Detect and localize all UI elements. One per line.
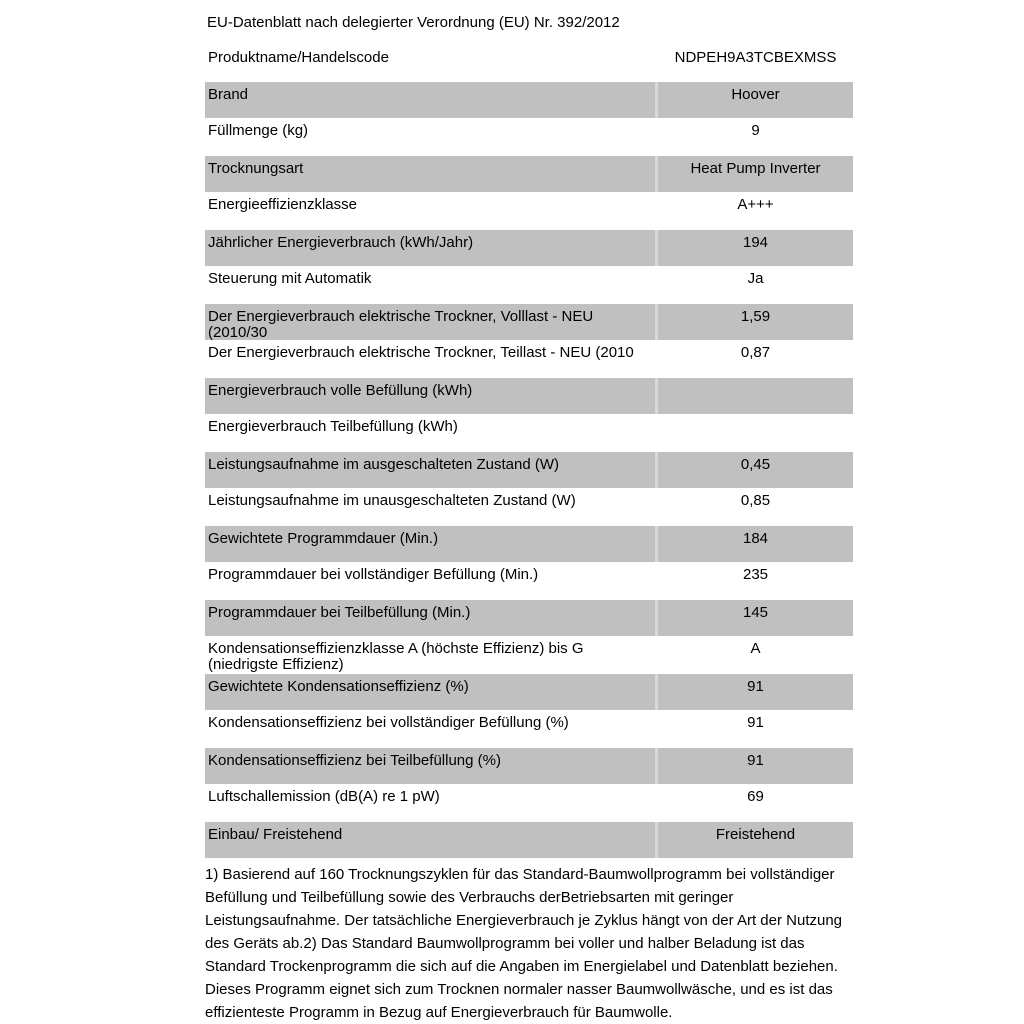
- row-value: A: [750, 640, 761, 657]
- product-name-row: [205, 45, 853, 66]
- table-row: [205, 822, 853, 858]
- row-value: 69: [747, 788, 764, 805]
- table-row: [205, 526, 853, 562]
- row-value: 235: [742, 566, 769, 583]
- row-label: Luftschallemission (dB(A) re 1 pW): [208, 788, 440, 805]
- row-value: Freistehend: [658, 822, 853, 858]
- row-value: 0,85: [740, 492, 771, 509]
- row-label: Der Energieverbrauch elektrische Trockner, Volllast - NEU (2010/30: [205, 304, 655, 340]
- row-label: Leistungsaufnahme im ausgeschalteten Zustand (W): [205, 452, 655, 488]
- row-value: 91: [658, 674, 853, 710]
- table-row: [205, 636, 853, 674]
- row-label: Energieeffizienzklasse: [208, 196, 357, 213]
- row-label: Programmdauer bei Teilbefüllung (Min.): [205, 600, 655, 636]
- row-label: Gewichtete Programmdauer (Min.): [205, 526, 655, 562]
- row-value: Ja: [747, 270, 764, 287]
- row-label: Brand: [205, 82, 655, 118]
- table-row: [205, 600, 853, 636]
- product-name-label: Produktname/Handelscode: [208, 49, 389, 66]
- row-value: A+++: [737, 196, 774, 213]
- table-row: [205, 748, 853, 784]
- row-label: Energieverbrauch volle Befüllung (kWh): [205, 378, 655, 414]
- row-value: 0,45: [658, 452, 853, 488]
- table-row: [205, 488, 853, 526]
- table-row: [205, 452, 853, 488]
- row-label: Leistungsaufnahme im unausgeschalteten Zustand (W): [208, 492, 576, 509]
- row-value: Hoover: [658, 82, 853, 118]
- table-row: [205, 82, 853, 118]
- eu-datasheet: [205, 0, 865, 1024]
- row-label: Der Energieverbrauch elektrische Trockner, Teillast - NEU (2010: [208, 344, 634, 361]
- table-row: [205, 118, 853, 156]
- row-value: Heat Pump Inverter: [658, 156, 853, 192]
- row-label: Trocknungsart: [205, 156, 655, 192]
- footnote-line: Befüllung und Teilbefüllung sowie des Verbrauchs derBetriebsarten mit geringer: [205, 889, 734, 906]
- row-label: Jährlicher Energieverbrauch (kWh/Jahr): [205, 230, 655, 266]
- row-label: Einbau/ Freistehend: [205, 822, 655, 858]
- product-name-value: NDPEH9A3TCBEXMSS: [674, 49, 837, 66]
- row-value: 184: [658, 526, 853, 562]
- footnote: [205, 863, 865, 1024]
- table-row: [205, 414, 853, 452]
- row-value: 91: [747, 714, 764, 731]
- footnote-line: des Geräts ab.2) Das Standard Baumwollprogramm bei voller und halber Beladung ist das: [205, 935, 805, 952]
- row-value: [658, 414, 853, 452]
- table-row: [205, 784, 853, 822]
- row-value: 91: [658, 748, 853, 784]
- table-row: [205, 378, 853, 414]
- table-row: [205, 192, 853, 230]
- row-label: Energieverbrauch Teilbefüllung (kWh): [208, 418, 458, 435]
- footnote-line: effizienteste Programm in Bezug auf Energieverbrauch für Baumwolle.: [205, 1004, 673, 1021]
- row-label: Füllmenge (kg): [208, 122, 309, 139]
- table-row: [205, 340, 853, 378]
- row-label: Gewichtete Kondensationseffizienz (%): [205, 674, 655, 710]
- table-row: [205, 230, 853, 266]
- row-label: Kondensationseffizienz bei vollständiger Befüllung (%): [208, 714, 569, 731]
- table-row: [205, 266, 853, 304]
- spec-table: [205, 82, 853, 858]
- footnote-line: Leistungsaufnahme. Der tatsächliche Energieverbrauch je Zyklus hängt von der Art der Nutzung: [205, 912, 843, 929]
- row-value: [658, 378, 853, 414]
- document-title: EU-Datenblatt nach delegierter Verordnung (EU) Nr. 392/2012: [207, 14, 620, 31]
- row-label: Kondensationseffizienzklasse A (höchste Effizienz) bis G (niedrigste Effizienz): [208, 640, 584, 673]
- row-label: Steuerung mit Automatik: [208, 270, 372, 287]
- footnote-line: Standard Trockenprogramm die sich auf die Angaben im Energielabel und Datenblatt beziehen.: [205, 958, 838, 975]
- row-value: 0,87: [740, 344, 771, 361]
- table-row: [205, 710, 853, 748]
- row-value: 1,59: [658, 304, 853, 340]
- table-row: [205, 156, 853, 192]
- row-value: 194: [658, 230, 853, 266]
- row-value: 145: [658, 600, 853, 636]
- row-value: 9: [751, 122, 760, 139]
- table-row: [205, 304, 853, 340]
- footnote-line: 1) Basierend auf 160 Trocknungszyklen für das Standard-Baumwollprogramm bei vollständiger: [205, 866, 835, 883]
- row-label: Kondensationseffizienz bei Teilbefüllung (%): [205, 748, 655, 784]
- table-row: [205, 674, 853, 710]
- table-row: [205, 562, 853, 600]
- footnote-line: Dieses Programm eignet sich zum Trocknen normaler nasser Baumwollwäsche, und es ist das: [205, 981, 833, 998]
- row-label: Programmdauer bei vollständiger Befüllung (Min.): [208, 566, 539, 583]
